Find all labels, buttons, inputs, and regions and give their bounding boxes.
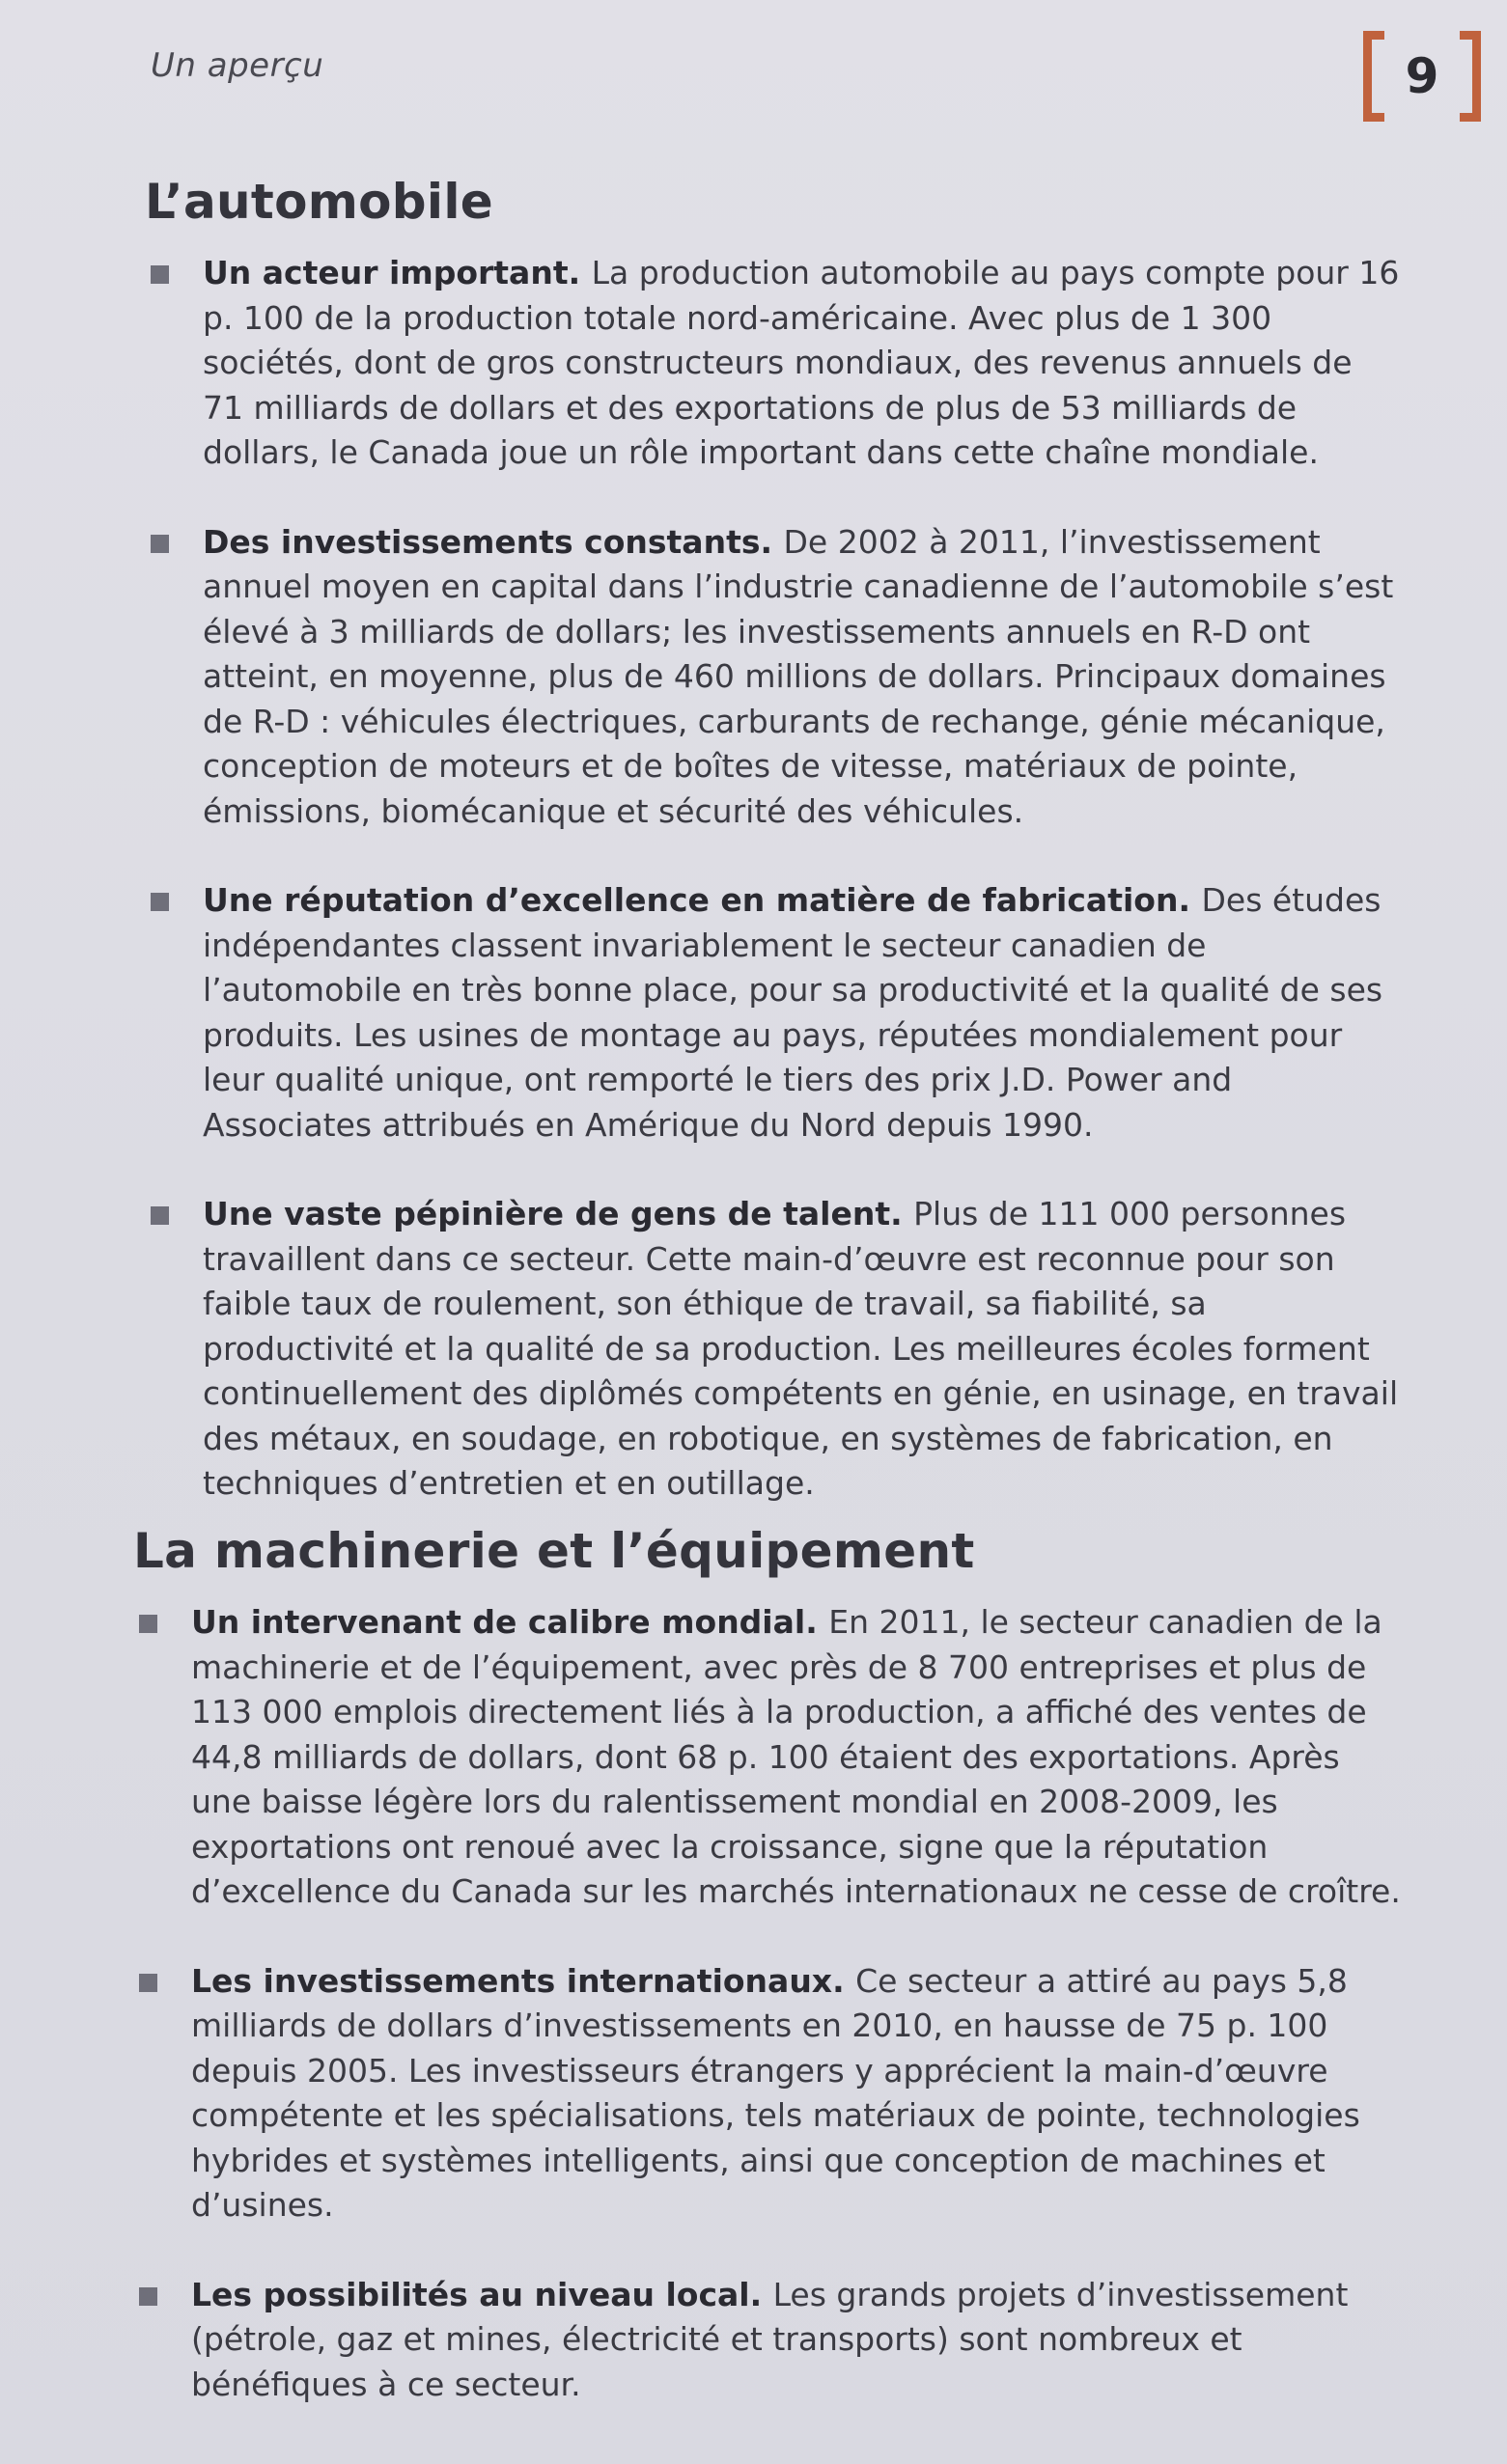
bullet-square-icon (139, 1615, 157, 1633)
section-automobile (145, 174, 1400, 1551)
item-lead: Une vaste pépinière de gens de talent. (203, 1195, 914, 1232)
bullet-square-icon (151, 893, 169, 911)
section-machinery (133, 1523, 1408, 2451)
item-text: En 2011, le secteur canadien de la machinerie et de l’équipement, avec près de 8 700 entreprises et plus de 113 000 emplois directement liés à la production, a affiché des ventes de 44,8 milliards de dollars, dont 68 p. 100 étaient des exportations. Après une baisse légère lors du ralentissement mondial en 2008-2009, les exportations ont renoué avec la croissance, signe que la réputation d’excellence du Canada sur les marchés internationaux ne cesse de croître. (191, 1603, 1401, 1910)
item-lead: Des investissements constants. (203, 522, 784, 561)
bullet-square-icon (139, 1974, 157, 1992)
bullet-list (145, 251, 1400, 1507)
left-bracket-icon (1363, 31, 1384, 122)
item-lead: Les investissements internationaux. (191, 1961, 856, 2000)
page-number: 9 (1405, 48, 1439, 104)
item-lead: Un intervenant de calibre mondial. (191, 1603, 829, 1641)
item-text: Ce secteur a attiré au pays 5,8 milliards de dollars d’investissements en 2010, en hausse de 75 p. 100 depuis 2005. Les investisseurs étrangers y apprécient la main-d’œuvre compétente et les spécialisations, tels matériaux de pointe, technologies hybrides et systèmes intelligents, ainsi que conception de machines et d’usines. (191, 1961, 1360, 2224)
section-title: La machinerie et l’équipement (133, 1523, 975, 1579)
bullet-list (133, 1600, 1408, 2407)
list-item (145, 251, 1400, 476)
item-lead: Un acteur important. (203, 254, 592, 291)
bullet-square-icon (151, 1206, 169, 1225)
item-text: Des études indépendantes classent invariablement le secteur canadien de l’automobile en très bonne place, pour sa productivité et la qualité de ses produits. Les usines de montage au pays, réputées mondialement pour leur qualité unique, ont remporté le tiers des prix J.D. Power and Associates attribués en Amérique du Nord depuis 1990. (203, 881, 1383, 1144)
list-item (133, 1600, 1408, 1915)
section-title: L’automobile (145, 174, 493, 230)
page-number-badge (1363, 31, 1481, 122)
bullet-square-icon (139, 2287, 157, 2306)
list-item (145, 878, 1400, 1148)
item-text: Plus de 111 000 personnes travaillent dans ce secteur. Cette main-d’œuvre est reconnue pour son faible taux de roulement, son éthique de travail, sa fiabilité, sa productivité et la qualité de sa production. Les meilleures écoles forment continuellement des diplômés compétents en génie, en usinage, en travail des métaux, en soudage, en robotique, en systèmes de fabrication, en techniques d’entretien et en outillage. (203, 1195, 1399, 1502)
list-item (133, 2273, 1408, 2408)
running-header: Un aperçu (151, 46, 324, 85)
item-text: De 2002 à 2011, l’investissement annuel moyen en capital dans l’industrie canadienne de l’automobile s’est élevé à 3 milliards de dollars; les investissements annuels en R-D ont atteint, en moyenne, plus de 460 millions de dollars. Principaux domaines de R-D : véhicules électriques, carburants de rechange, génie mécanique, conception de moteurs et de boîtes de vitesse, matériaux de pointe, émissions, biomécanique et sécurité des véhicules. (203, 522, 1394, 830)
bullet-square-icon (151, 265, 169, 284)
list-item (133, 1959, 1408, 2229)
list-item (145, 520, 1400, 835)
item-text: La production automobile au pays compte pour 16 p. 100 de la production totale nord-américaine. Avec plus de 1 300 sociétés, dont de gros constructeurs mondiaux, des revenus annuels de 71 milliards de dollars et des exportations de plus de 53 milliards de dollars, le Canada joue un rôle important dans cette chaîne mondiale. (203, 254, 1400, 471)
item-text: Les grands projets d’investissement (pétrole, gaz et mines, électricité et transports) sont nombreux et bénéfiques à ce secteur. (191, 2275, 1349, 2403)
bullet-square-icon (151, 535, 169, 553)
list-item (145, 1192, 1400, 1507)
item-lead: Une réputation d’excellence en matière de fabrication. (203, 881, 1202, 919)
item-lead: Les possibilités au niveau local. (191, 2275, 773, 2313)
right-bracket-icon (1460, 31, 1481, 122)
